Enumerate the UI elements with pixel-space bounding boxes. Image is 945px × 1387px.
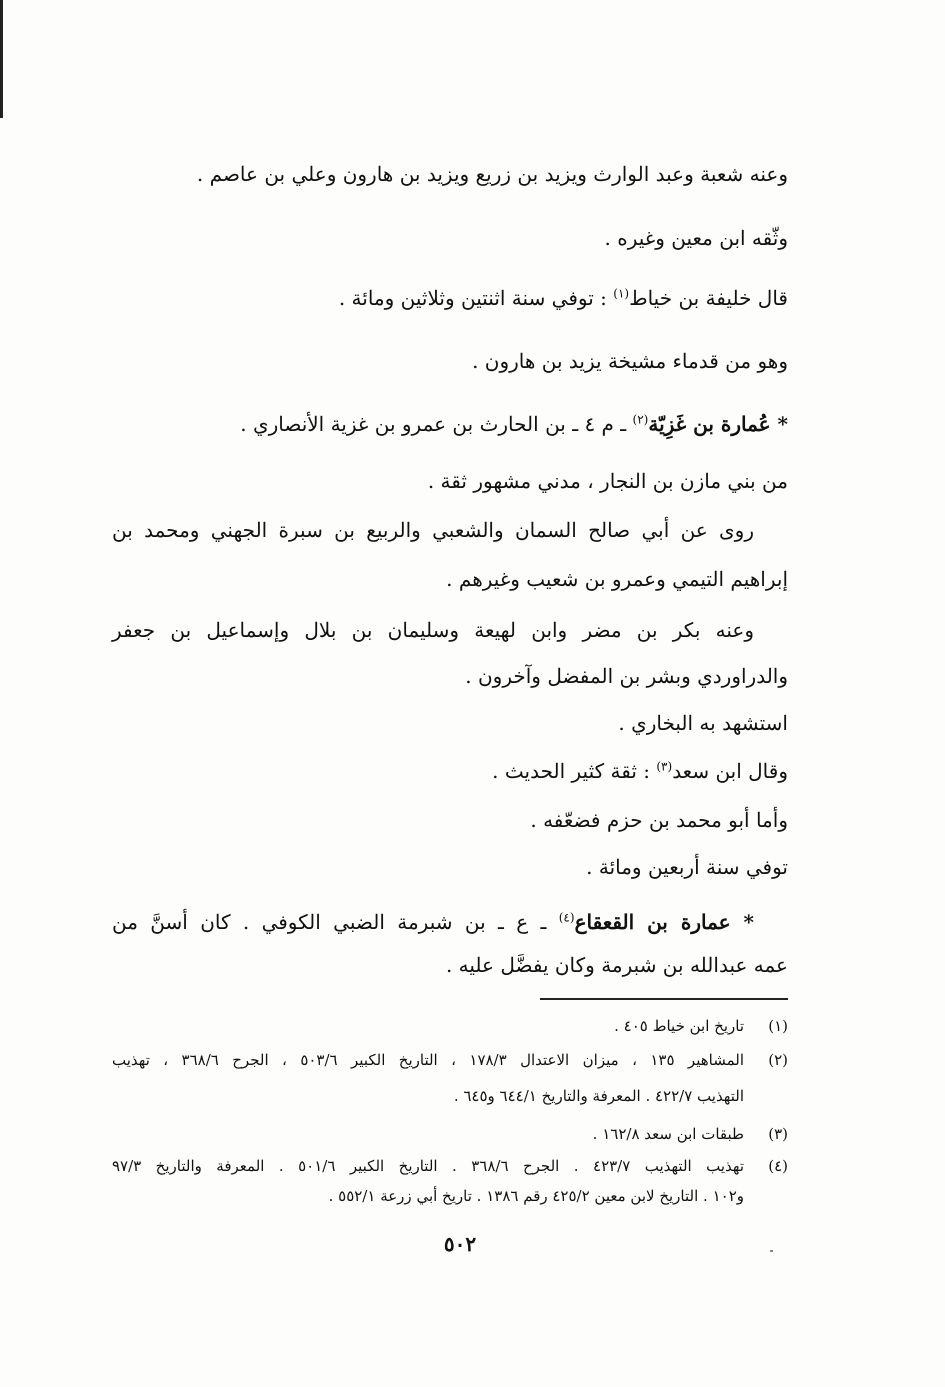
footnote-4 [112, 1152, 788, 1180]
footnote-text: المشاهير ١٣٥ ، ميزان الاعتدال ١٧٨/٣ ، التاريخ الكبير ٥٠٣/٦ ، الجرح ٣٦٨/٦ ، تهذيب [112, 1051, 745, 1069]
text-span: قال خليفة بن خياط [629, 286, 788, 310]
text-line-8: إبراهيم التيمي وعمرو بن شعيب وغيرهم . [446, 567, 788, 591]
footnote-ref-3: (٣) [656, 759, 673, 774]
footnote-number: (٤) [768, 1157, 788, 1175]
scan-speck [770, 1250, 773, 1252]
text-line-7: روى عن أبي صالح السمان والشعبي والربيع بن سبرة الجهني ومحمد بن [112, 518, 755, 542]
text-span: : ثقة كثير الحديث . [492, 759, 657, 783]
footnote-2 [112, 1046, 788, 1074]
text-span: : توفي سنة اثنتين وثلاثين ومائة . [338, 286, 614, 310]
text-line-2: وثّقه ابن معين وغيره . [604, 226, 788, 250]
scan-edge-shadow [0, 0, 3, 118]
footnote-3 [112, 1120, 788, 1148]
text-span: ـ م ٤ ـ بن الحارث بن عمرو بن غزية الأنصاري . [240, 412, 633, 436]
text-line-10: والدراوردي وبشر بن المفضل وآخرون . [465, 664, 788, 688]
footnote-ref-2: (٢) [632, 412, 649, 427]
footnote-ref-1: (١) [613, 286, 630, 301]
footnote-text: طبقات ابن سعد ١٦٢/٨ . [592, 1125, 744, 1143]
text-span: ـ ع ـ بن شبرمة الضبي الكوفي . كان أسنَّ من [112, 910, 559, 934]
footnote-text: التهذيب ٤٢٢/٧ . المعرفة والتاريخ ٦٤٤/١ و٦٤٥ . [453, 1087, 744, 1105]
text-line-4: وهو من قدماء مشيخة يزيد بن هارون . [472, 349, 788, 373]
entry-name: * عمارة بن القعقاع [574, 910, 754, 934]
footnote-2-continued [112, 1082, 788, 1110]
footnote-number: (٢) [768, 1051, 788, 1069]
footnote-1 [112, 1012, 788, 1040]
text-line-14: توفي سنة أربعين ومائة . [586, 855, 788, 879]
footnotes [112, 0, 788, 1230]
footnote-4-continued [112, 1182, 788, 1210]
footnote-text: و١٠٢ . التاريخ لابن معين ٤٢٥/٢ رقم ١٣٨٦ . تاريخ أبي زرعة ٥٥٢/١ . [328, 1187, 744, 1205]
text-line-6: من بني مازن بن النجار ، مدني مشهور ثقة . [427, 469, 788, 493]
text-line-13: وأما أبو محمد بن حزم فضعّفه . [530, 808, 788, 832]
footnote-number: (١) [768, 1017, 788, 1035]
page-number: ٥٠٢ [443, 1232, 477, 1256]
text-span: وقال ابن سعد [672, 759, 788, 783]
text-line-16: عمه عبدالله بن شبرمة وكان يفضَّل عليه . [445, 953, 788, 977]
footnote-ref-4: (٤) [558, 910, 575, 925]
footnote-text: تهذيب التهذيب ٤٢٣/٧ . الجرح ٣٦٨/٦ . التاريخ الكبير ٥٠١/٦ . المعرفة والتاريخ ٩٧/٣ [112, 1157, 745, 1175]
text-line-11: استشهد به البخاري . [618, 711, 788, 735]
footnote-text: تاريخ ابن خياط ٤٠٥ . [614, 1017, 744, 1035]
text-line-9: وعنه بكر بن مضر وابن لهيعة وسليمان بن بلال وإسماعيل بن جعفر [112, 618, 754, 642]
text-line-1: وعنه شعبة وعبد الوارث ويزيد بن زريع ويزيد بن هارون وعلي بن عاصم . [196, 162, 788, 186]
entry-name: * عُمارة بن غَزِيّة [648, 412, 788, 436]
footnote-number: (٣) [768, 1125, 788, 1143]
